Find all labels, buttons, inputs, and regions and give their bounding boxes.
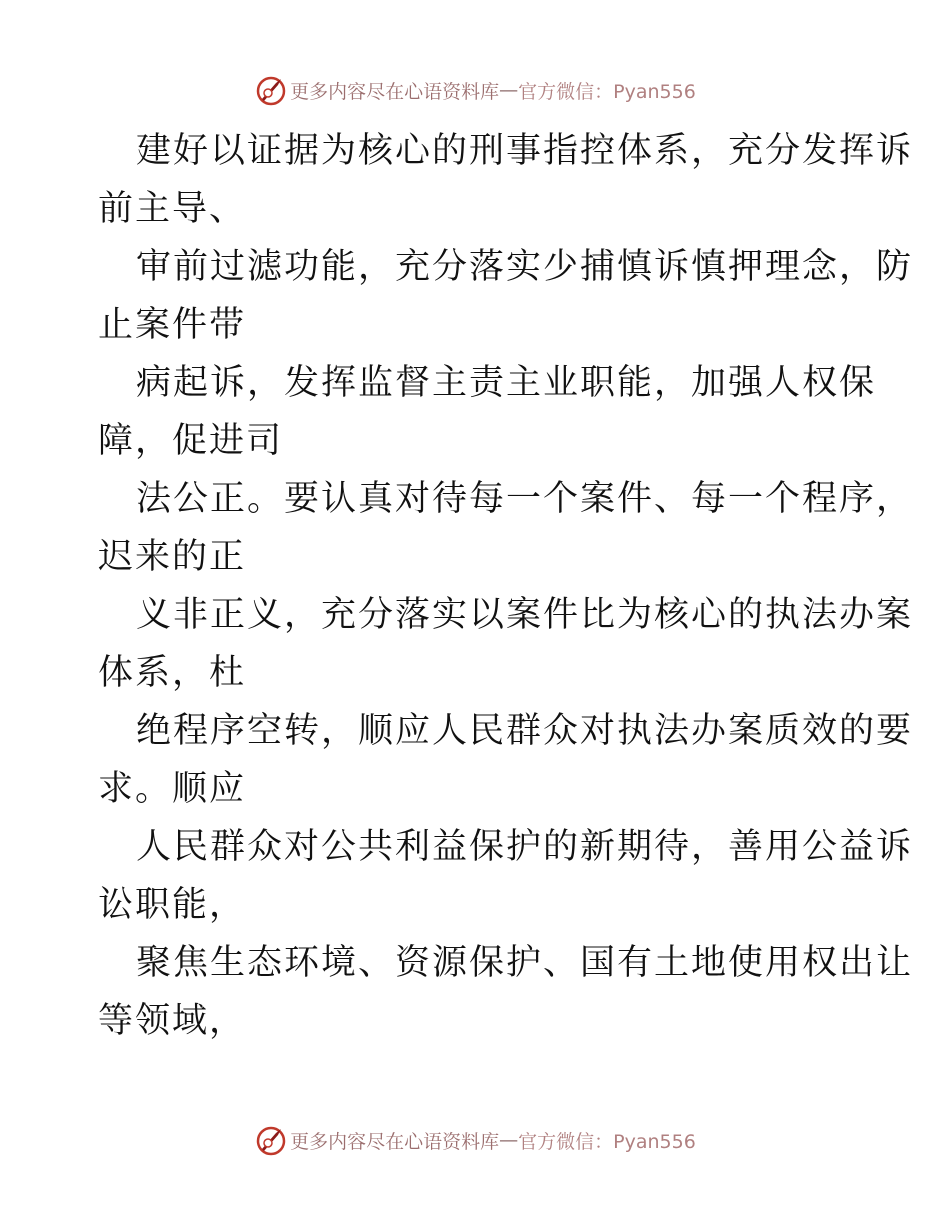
text-line: 体系，杜 (98, 653, 247, 693)
footer-wechat-text: 官方微信：Pyan556 (518, 1130, 696, 1153)
text-line: 义非正义，充分落实以案件比为核心的执法办案 (136, 595, 914, 635)
text-line: 前主导、 (98, 189, 247, 229)
text-line: 人民群众对公共利益保护的新期待，善用公益诉 (136, 827, 914, 867)
text-line: 病起诉，发挥监督主责主业职能，加强人权保 (136, 363, 877, 403)
document-body (98, 122, 914, 1050)
text-line: 绝程序空转，顺应人民群众对执法办案质效的要 (136, 711, 914, 751)
text-line: 法公正。要认真对待每一个案件、每一个程序， (136, 479, 914, 519)
pen-circle-logo-icon (254, 1123, 288, 1157)
header-separator: — (499, 79, 519, 101)
text-line: 求。顺应 (98, 769, 247, 809)
header-site-text: 更多内容尽在心语资料库 (290, 80, 500, 103)
text-line: 建好以证据为核心的刑事指控体系，充分发挥诉 (136, 131, 914, 171)
text-line: 等领域， (98, 1001, 247, 1041)
text-line: 审前过滤功能，充分落实少捕慎诉慎押理念，防 (136, 247, 914, 287)
text-line: 止案件带 (98, 305, 247, 345)
text-line: 迟来的正 (98, 537, 247, 577)
pen-circle-logo-icon (254, 73, 288, 107)
header-wechat-text: 官方微信：Pyan556 (518, 80, 696, 103)
footer-separator: — (499, 1129, 519, 1151)
header-banner (0, 70, 950, 110)
text-line: 障，促进司 (98, 421, 284, 461)
text-line: 讼职能， (98, 885, 247, 925)
footer-banner (0, 1120, 950, 1160)
footer-site-text: 更多内容尽在心语资料库 (290, 1130, 500, 1153)
text-line: 聚焦生态环境、资源保护、国有土地使用权出让 (136, 943, 914, 983)
